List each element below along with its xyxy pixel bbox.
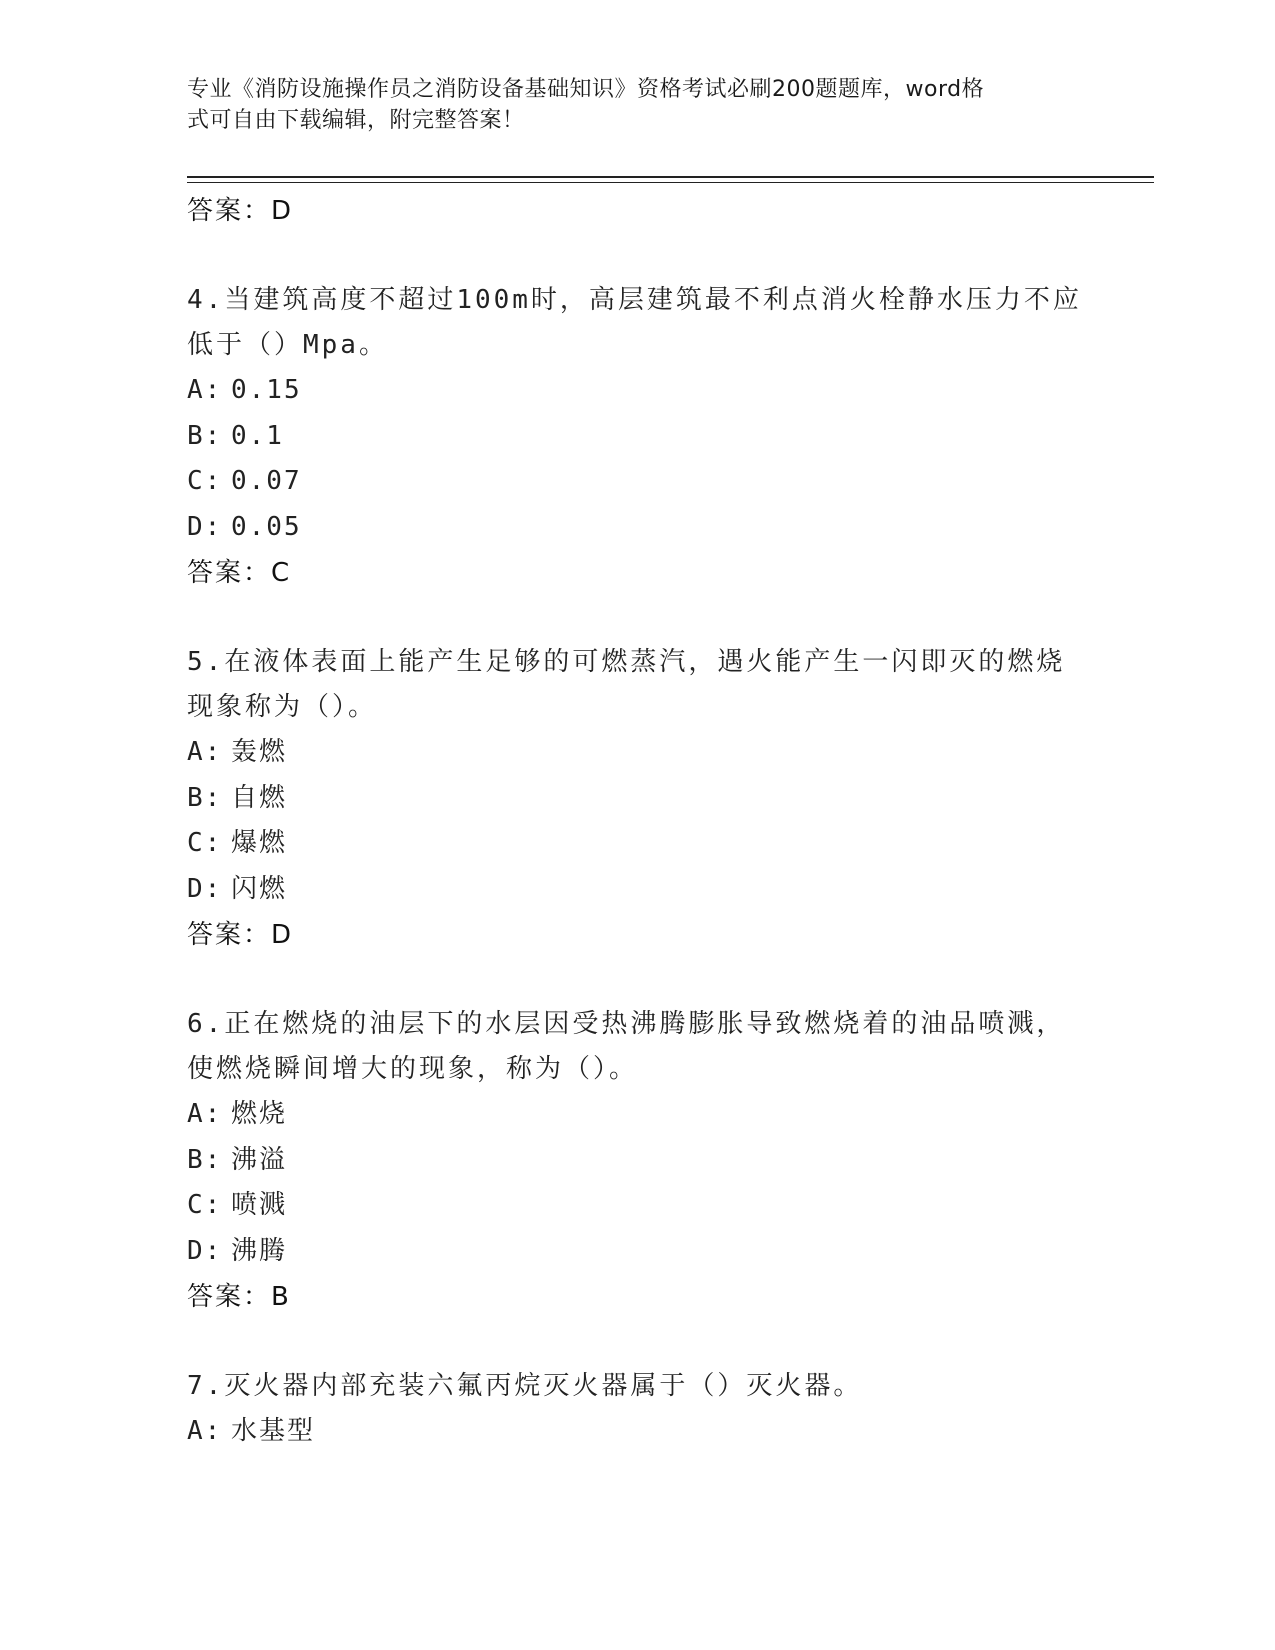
option-d [187,1229,1087,1275]
header-title-line-1: 专业《消防设施操作员之消防设备基础知识》资格考试必刷200题题库，word格 [187,77,985,102]
answer-label: 答案： [187,920,272,950]
option-text: 燃烧 [231,1099,288,1129]
option-a [187,1092,1087,1138]
question-text-line-2: 低于（）Mpa。 [187,330,388,360]
option-b [187,1138,1087,1184]
question-text-line-1: 在液体表面上能产生足够的可燃蒸汽，遇火能产生一闪即灭的燃烧 [224,647,1066,677]
option-key: C: [187,466,223,496]
option-key: B: [187,782,223,813]
option-c [187,459,1087,505]
question-list [187,188,1087,1455]
question-number: 7. [187,1371,225,1401]
option-a [187,730,1087,776]
header-title-line-2: 式可自由下载编辑，附完整答案！ [187,108,525,133]
answer-value: C [271,558,290,588]
answer-value: D [271,196,292,226]
option-b [187,776,1087,822]
option-key: C: [187,1190,223,1220]
option-text: 沸溢 [231,1144,288,1175]
answer-line [187,550,1087,596]
option-key: C: [187,828,223,858]
question-number: 6. [187,1009,225,1039]
option-text: 沸腾 [231,1235,288,1266]
answer-line [187,1274,1087,1320]
option-key: B: [187,420,223,451]
question-text-line-1: 当建筑高度不超过100m时，高层建筑最不利点消火栓静水压力不应 [224,285,1082,315]
answer-label: 答案： [187,196,272,226]
question-text-line-2: 现象称为（）。 [187,692,378,722]
answer-value: D [271,920,292,950]
question-stem [187,1364,1087,1409]
answer-line-q3 [187,188,1087,234]
question-text-line-1: 正在燃烧的油层下的水层因受热沸腾膨胀导致燃烧着的油品喷溅， [224,1009,1066,1039]
option-b [187,414,1087,460]
option-key: B: [187,1144,223,1175]
question-stem [187,278,1087,368]
option-text: 自燃 [231,782,288,813]
option-text: 0.07 [231,466,302,496]
question-number: 5. [187,647,225,677]
option-key: A: [187,1416,223,1446]
option-a [187,368,1087,414]
question-5 [187,640,1087,958]
option-text: 0.15 [231,375,302,405]
answer-label: 答案： [187,558,272,588]
option-a [187,1409,1087,1455]
option-text: 轰燃 [231,737,288,767]
question-6 [187,1002,1087,1320]
answer-line [187,912,1087,958]
option-text: 爆燃 [231,828,288,858]
option-key: D: [187,873,223,904]
option-key: A: [187,737,223,767]
question-4 [187,278,1087,596]
question-text-line-1: 灭火器内部充装六氟丙烷灭火器属于（）灭火器。 [224,1371,863,1401]
option-text: 0.1 [231,420,284,451]
answer-value: B [271,1282,289,1312]
option-text: 水基型 [231,1416,316,1446]
option-d [187,505,1087,551]
question-7 [187,1364,1087,1455]
option-text: 闪燃 [231,873,288,904]
option-key: A: [187,1099,223,1129]
option-key: D: [187,511,223,542]
option-c [187,1183,1087,1229]
option-c [187,821,1087,867]
document-header [187,74,1087,136]
question-stem [187,640,1087,730]
question-number: 4. [187,285,225,315]
header-divider-thick [187,176,1154,178]
option-d [187,867,1087,913]
header-divider-thin [187,182,1154,183]
option-text: 喷溅 [231,1190,288,1220]
option-key: A: [187,375,223,405]
answer-label: 答案： [187,1282,272,1312]
option-text: 0.05 [231,511,302,542]
question-stem [187,1002,1087,1092]
option-key: D: [187,1235,223,1266]
question-text-line-2: 使燃烧瞬间增大的现象，称为（）。 [187,1054,639,1084]
